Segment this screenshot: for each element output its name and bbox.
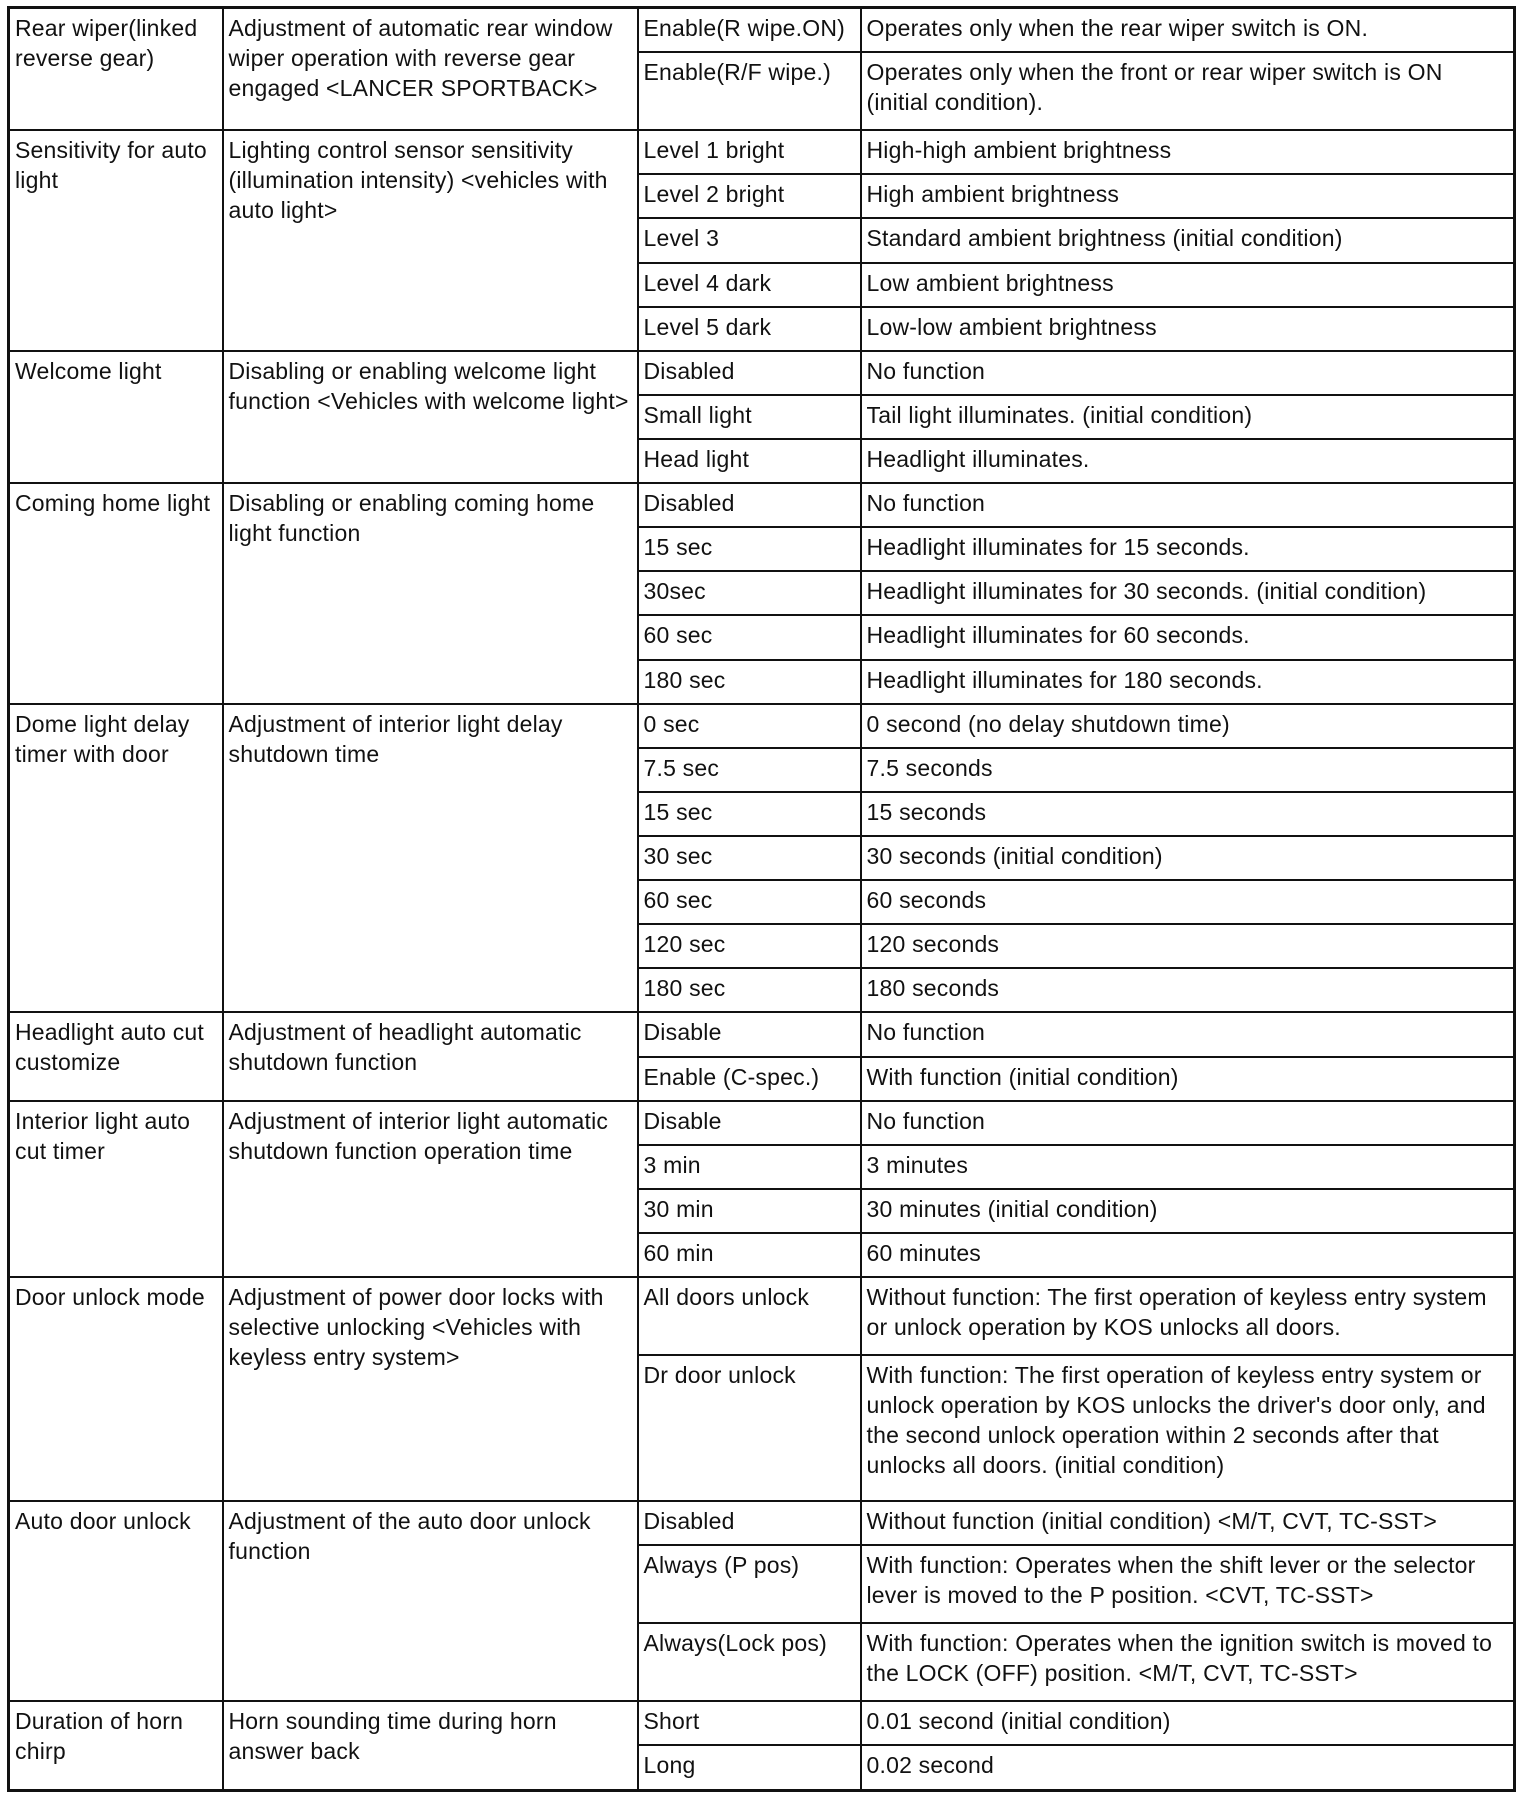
setting-cell: 60 sec: [638, 880, 861, 924]
item-cell: Sensitivity for auto light: [9, 130, 223, 351]
setting-cell: 30sec: [638, 571, 861, 615]
item-cell: Coming home light: [9, 483, 223, 704]
detail-cell: Tail light illuminates. (initial condition): [861, 395, 1515, 439]
table-row: [9, 351, 1515, 395]
setting-cell: Disabled: [638, 483, 861, 527]
description-cell: Adjustment of power door locks with selective unlocking <Vehicles with keyless entry system>: [223, 1277, 638, 1501]
detail-cell: Without function: The first operation of keyless entry system or unlock operation by KOS unlocks all doors.: [861, 1277, 1515, 1355]
table-row: [9, 1701, 1515, 1745]
detail-cell: 60 seconds: [861, 880, 1515, 924]
setting-cell: Level 4 dark: [638, 263, 861, 307]
item-cell: Door unlock mode: [9, 1277, 223, 1501]
detail-cell: Headlight illuminates.: [861, 439, 1515, 483]
detail-cell: Headlight illuminates for 30 seconds. (initial condition): [861, 571, 1515, 615]
table-row: [9, 1101, 1515, 1145]
setting-cell: All doors unlock: [638, 1277, 861, 1355]
setting-cell: Short: [638, 1701, 861, 1745]
detail-cell: 15 seconds: [861, 792, 1515, 836]
table-row: [9, 483, 1515, 527]
detail-cell: High ambient brightness: [861, 174, 1515, 218]
table-row: [9, 1501, 1515, 1545]
setting-cell: Enable(R wipe.ON): [638, 8, 861, 53]
setting-cell: 15 sec: [638, 792, 861, 836]
setting-cell: 60 min: [638, 1233, 861, 1277]
detail-cell: 120 seconds: [861, 924, 1515, 968]
detail-cell: With function: Operates when the shift lever or the selector lever is moved to the P position. <CVT, TC-SST>: [861, 1545, 1515, 1623]
detail-cell: Operates only when the front or rear wiper switch is ON (initial condition).: [861, 52, 1515, 130]
detail-cell: Operates only when the rear wiper switch is ON.: [861, 8, 1515, 53]
setting-cell: 120 sec: [638, 924, 861, 968]
setting-cell: 30 sec: [638, 836, 861, 880]
setting-cell: Disable: [638, 1012, 861, 1056]
table-row: [9, 704, 1515, 748]
table-row: [9, 1277, 1515, 1355]
detail-cell: Without function (initial condition) <M/T, CVT, TC-SST>: [861, 1501, 1515, 1545]
setting-cell: Head light: [638, 439, 861, 483]
setting-cell: Level 3: [638, 218, 861, 262]
setting-cell: 180 sec: [638, 968, 861, 1012]
detail-cell: No function: [861, 1101, 1515, 1145]
item-cell: Rear wiper(linked reverse gear): [9, 8, 223, 131]
detail-cell: 0.01 second (initial condition): [861, 1701, 1515, 1745]
setting-cell: Disabled: [638, 1501, 861, 1545]
detail-cell: 60 minutes: [861, 1233, 1515, 1277]
description-cell: Adjustment of the auto door unlock function: [223, 1501, 638, 1701]
spec-table-page: [7, 6, 1513, 1792]
detail-cell: Low ambient brightness: [861, 263, 1515, 307]
setting-cell: 3 min: [638, 1145, 861, 1189]
setting-cell: Level 1 bright: [638, 130, 861, 174]
detail-cell: No function: [861, 483, 1515, 527]
setting-cell: Long: [638, 1745, 861, 1790]
detail-cell: 180 seconds: [861, 968, 1515, 1012]
description-cell: Horn sounding time during horn answer back: [223, 1701, 638, 1790]
setting-cell: Level 5 dark: [638, 307, 861, 351]
detail-cell: High-high ambient brightness: [861, 130, 1515, 174]
setting-cell: 7.5 sec: [638, 748, 861, 792]
setting-cell: Disabled: [638, 351, 861, 395]
detail-cell: Standard ambient brightness (initial condition): [861, 218, 1515, 262]
setting-cell: 15 sec: [638, 527, 861, 571]
detail-cell: 30 seconds (initial condition): [861, 836, 1515, 880]
table-row: [9, 8, 1515, 53]
item-cell: Duration of horn chirp: [9, 1701, 223, 1790]
item-cell: Auto door unlock: [9, 1501, 223, 1701]
table-row: [9, 1012, 1515, 1056]
detail-cell: No function: [861, 1012, 1515, 1056]
detail-cell: 0 second (no delay shutdown time): [861, 704, 1515, 748]
setting-cell: Always (P pos): [638, 1545, 861, 1623]
description-cell: Adjustment of headlight automatic shutdown function: [223, 1012, 638, 1100]
detail-cell: 30 minutes (initial condition): [861, 1189, 1515, 1233]
description-cell: Adjustment of interior light delay shutdown time: [223, 704, 638, 1013]
detail-cell: Headlight illuminates for 180 seconds.: [861, 660, 1515, 704]
table-row: [9, 130, 1515, 174]
spec-table-body: [9, 8, 1515, 1791]
detail-cell: With function: Operates when the ignition switch is moved to the LOCK (OFF) position. <M/T, CVT, TC-SST>: [861, 1623, 1515, 1701]
setting-cell: Always(Lock pos): [638, 1623, 861, 1701]
setting-cell: Enable (C-spec.): [638, 1057, 861, 1101]
description-cell: Adjustment of interior light automatic shutdown function operation time: [223, 1101, 638, 1277]
detail-cell: Low-low ambient brightness: [861, 307, 1515, 351]
description-cell: Lighting control sensor sensitivity (illumination intensity) <vehicles with auto light>: [223, 130, 638, 351]
detail-cell: 7.5 seconds: [861, 748, 1515, 792]
setting-cell: Small light: [638, 395, 861, 439]
setting-cell: 180 sec: [638, 660, 861, 704]
detail-cell: No function: [861, 351, 1515, 395]
description-cell: Adjustment of automatic rear window wiper operation with reverse gear engaged <LANCER SPORTBACK>: [223, 8, 638, 131]
detail-cell: 0.02 second: [861, 1745, 1515, 1790]
item-cell: Interior light auto cut timer: [9, 1101, 223, 1277]
detail-cell: Headlight illuminates for 60 seconds.: [861, 615, 1515, 659]
item-cell: Dome light delay timer with door: [9, 704, 223, 1013]
description-cell: Disabling or enabling welcome light function <Vehicles with welcome light>: [223, 351, 638, 483]
setting-cell: Dr door unlock: [638, 1355, 861, 1501]
setting-cell: 30 min: [638, 1189, 861, 1233]
setting-cell: 0 sec: [638, 704, 861, 748]
detail-cell: With function: The first operation of keyless entry system or unlock operation by KOS unlocks the driver's door only, and the second unlock operation within 2 seconds after that unlocks all doors. (initial condition): [861, 1355, 1515, 1501]
setting-cell: Disable: [638, 1101, 861, 1145]
setting-cell: Enable(R/F wipe.): [638, 52, 861, 130]
detail-cell: 3 minutes: [861, 1145, 1515, 1189]
setting-cell: 60 sec: [638, 615, 861, 659]
setting-cell: Level 2 bright: [638, 174, 861, 218]
customization-spec-table: [7, 6, 1516, 1792]
item-cell: Welcome light: [9, 351, 223, 483]
detail-cell: Headlight illuminates for 15 seconds.: [861, 527, 1515, 571]
item-cell: Headlight auto cut customize: [9, 1012, 223, 1100]
detail-cell: With function (initial condition): [861, 1057, 1515, 1101]
description-cell: Disabling or enabling coming home light function: [223, 483, 638, 704]
